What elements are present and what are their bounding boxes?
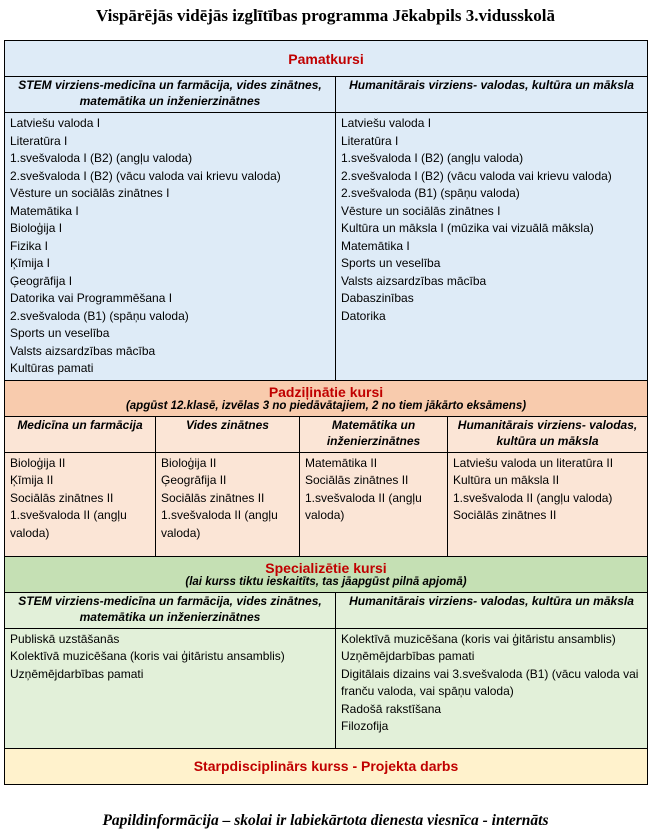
- course-item: Valsts aizsardzības mācība: [10, 343, 156, 358]
- course-item: Dabaszinības: [341, 291, 414, 305]
- advanced-math-header: Matemātika un inženierzinātnes: [300, 416, 448, 452]
- course-item: Bioloģija II: [161, 455, 217, 470]
- basic-humanities-list: [341, 113, 642, 327]
- basic-humanities-cell: [336, 113, 648, 381]
- course-item: Literatūra I: [341, 133, 399, 148]
- course-item: Sports un veselība: [10, 326, 110, 340]
- basic-stem-cell: [5, 113, 336, 381]
- course-item: 2.svešvaloda I (B2) (vācu valoda vai krievu valoda): [341, 168, 612, 183]
- footer-note: Papildinformācija – skolai ir labiekārtota dienesta viesnīca - internāts: [102, 812, 549, 829]
- course-item: Ģeogrāfija I: [10, 273, 73, 288]
- basic-stem-list: [10, 113, 330, 380]
- course-item: Digitālais dizains vai 3.svešvaloda (B1) (vācu valoda vai franču valoda, vai spāņu valoda): [341, 666, 639, 698]
- page-title: Vispārējās vidējās izglītības programma Jēkabpils 3.vidusskolā: [95, 6, 556, 25]
- specialized-courses-note: (lai kurss tiktu ieskaitīts, tas jāapgūst pilnā apjomā): [185, 576, 467, 588]
- course-item: 1.svešvaloda II (angļu valoda): [305, 490, 422, 522]
- course-item: Latviešu valoda I: [341, 116, 432, 130]
- course-item: Matemātika I: [341, 238, 410, 253]
- course-item: Kultūras pamati: [10, 361, 94, 375]
- specialized-humanities-list: [341, 629, 642, 738]
- course-item: Sociālās zinātnes II: [453, 508, 557, 522]
- course-item: Ķīmija I: [10, 256, 51, 270]
- specialized-courses-heading: Specializētie kursi (lai kurss tiktu ieskaitīts, tas jāapgūst pilnā apjomā): [5, 556, 648, 592]
- course-item: Datorika vai Programmēšana I: [10, 291, 173, 305]
- course-item: Matemātika I: [10, 203, 79, 218]
- specialized-humanities-header: Humanitārais virziens- valodas, kultūra un māksla: [336, 592, 648, 628]
- course-item: Matemātika II: [305, 455, 378, 470]
- course-item: Kultūra un māksla II: [453, 473, 560, 487]
- course-item: Uzņēmējdarbības pamati: [341, 649, 475, 663]
- course-item: 1.svešvaloda I (B2) (angļu valoda): [10, 151, 193, 165]
- course-item: 2.svešvaloda I (B2) (vācu valoda vai krievu valoda): [10, 168, 281, 183]
- course-item: Sports un veselība: [341, 256, 441, 270]
- course-item: Vēsture un sociālās zinātnes I: [10, 186, 170, 200]
- course-item: Kultūra un māksla I (mūzika vai vizuālā māksla): [341, 221, 594, 235]
- basic-stem-header: STEM virziens-medicīna un farmācija, vides zinātnes, matemātika un inženierzinātnes: [5, 77, 336, 113]
- advanced-humanities-cell: [448, 452, 648, 556]
- advanced-environment-list: [161, 453, 294, 545]
- course-item: Radošā rakstīšana: [341, 701, 442, 716]
- course-item: Sociālās zinātnes II: [161, 490, 265, 505]
- course-item: Sociālās zinātnes II: [10, 490, 114, 505]
- course-item: Valsts aizsardzības mācība: [341, 273, 487, 288]
- course-item: Datorika: [341, 308, 386, 323]
- course-item: Filozofija: [341, 719, 389, 733]
- course-item: 2.svešvaloda (B1) (spāņu valoda): [341, 186, 520, 200]
- course-item: Kolektīvā muzicēšana (koris vai ģitāristu ansamblis): [341, 631, 616, 646]
- course-item: Vēsture un sociālās zinātnes I: [341, 203, 501, 218]
- course-item: 1.svešvaloda II (angļu valoda): [161, 508, 278, 540]
- advanced-math-cell: [300, 452, 448, 556]
- course-item: Uzņēmējdarbības pamati: [10, 666, 144, 681]
- advanced-medicine-list: [10, 453, 150, 545]
- basic-courses-heading: Pamatkursi: [5, 41, 648, 77]
- advanced-courses-heading: Padziļinātie kursi (apgūst 12.klasē, izvēlas 3 no piedāvātajiem, 2 no tiem jākārto eksāmens): [5, 380, 648, 416]
- advanced-environment-cell: [156, 452, 300, 556]
- advanced-medicine-cell: [5, 452, 156, 556]
- course-item: Sociālās zinātnes II: [305, 473, 409, 487]
- course-item: Fizika I: [10, 238, 49, 253]
- advanced-environment-header: Vides zinātnes: [156, 416, 300, 452]
- course-item: Latviešu valoda I: [10, 116, 101, 130]
- course-item: 1.svešvaloda II (angļu valoda): [453, 490, 613, 505]
- course-item: Latviešu valoda un literatūra II: [453, 455, 614, 470]
- specialized-humanities-cell: [336, 628, 648, 748]
- course-item: Ķīmija II: [10, 473, 54, 487]
- project-course-heading: Starpdisciplinārs kurss - Projekta darbs: [5, 748, 648, 784]
- course-item: Bioloģija I: [10, 221, 63, 235]
- specialized-stem-cell: [5, 628, 336, 748]
- course-item: Ģeogrāfija II: [161, 473, 227, 487]
- course-item: Bioloģija II: [10, 455, 66, 470]
- advanced-medicine-header: Medicīna un farmācija: [5, 416, 156, 452]
- course-item: Publiskā uzstāšanās: [10, 631, 120, 646]
- advanced-math-list: [305, 453, 442, 527]
- course-item: 1.svešvaloda II (angļu valoda): [10, 508, 127, 540]
- advanced-humanities-list: [453, 453, 642, 527]
- specialized-stem-list: [10, 629, 330, 686]
- specialized-stem-header: STEM virziens-medicīna un farmācija, vides zinātnes, matemātika un inženierzinātnes: [5, 592, 336, 628]
- advanced-humanities-header: Humanitārais virziens- valodas, kultūra un māksla: [448, 416, 648, 452]
- program-table: [4, 40, 648, 785]
- course-item: Literatūra I: [10, 133, 68, 148]
- course-item: Kolektīvā muzicēšana (koris vai ģitāristu ansamblis): [10, 649, 285, 663]
- advanced-courses-note: (apgūst 12.klasē, izvēlas 3 no piedāvātajiem, 2 no tiem jākārto eksāmens): [125, 400, 527, 412]
- course-item: 2.svešvaloda (B1) (spāņu valoda): [10, 308, 189, 323]
- course-item: 1.svešvaloda I (B2) (angļu valoda): [341, 151, 524, 165]
- basic-humanities-header: Humanitārais virziens- valodas, kultūra un māksla: [336, 77, 648, 113]
